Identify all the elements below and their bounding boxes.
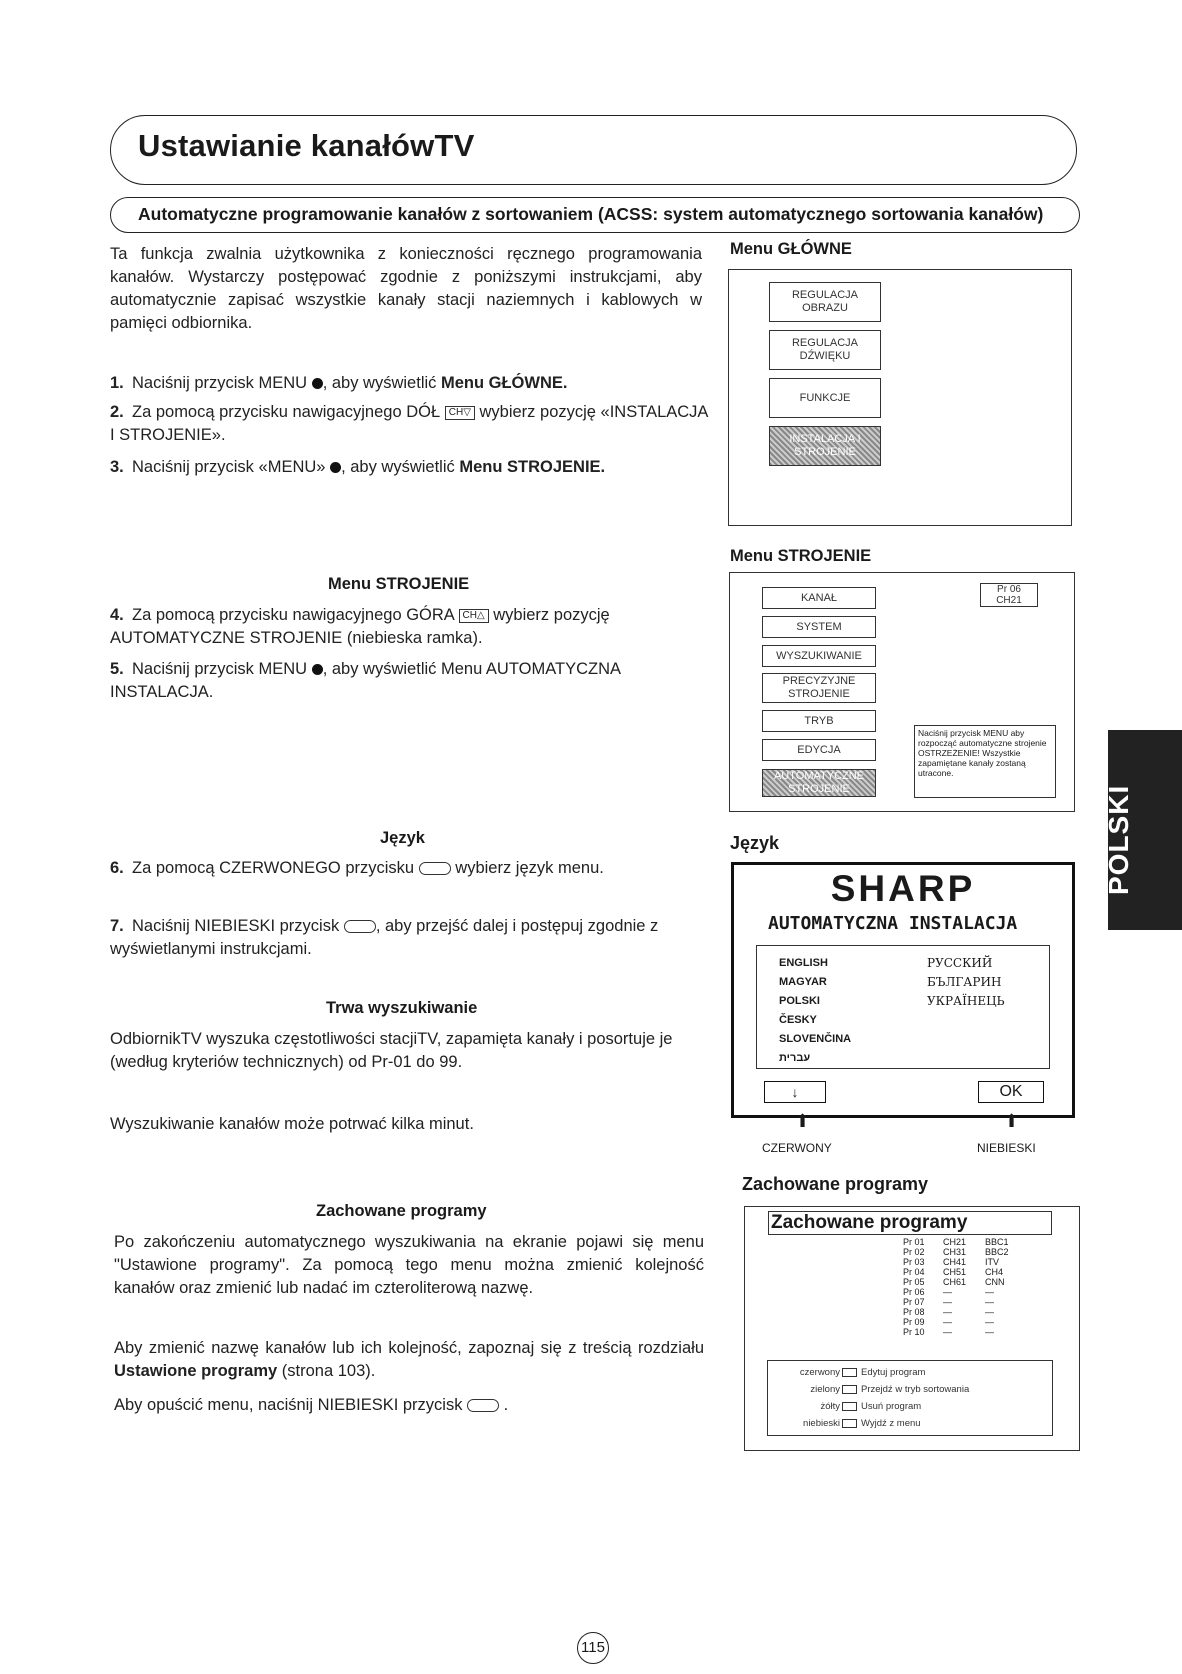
lang-option[interactable]: ČESKY (779, 1014, 817, 1026)
step-3: 3. Naciśnij przycisk «MENU» , aby wyświetlić Menu STROJENIE. (110, 458, 606, 476)
program-name: — (985, 1307, 994, 1317)
saved-paragraph-3: Aby opuścić menu, naciśnij NIEBIESKI przycisk . (114, 1396, 509, 1414)
lang-option[interactable]: MAGYAR (779, 976, 827, 988)
menu-item-system[interactable]: SYSTEM (762, 616, 876, 638)
menu-item-instalacja-strojenie[interactable]: INSTALACJA I STROJENIE (769, 426, 881, 466)
program-channel: — (943, 1307, 952, 1317)
lang-option[interactable]: ENGLISH (779, 957, 828, 969)
program-row[interactable] (903, 1287, 1021, 1297)
program-number: Pr 10 (903, 1327, 925, 1337)
program-row[interactable] (903, 1237, 1021, 1247)
program-name: — (985, 1287, 994, 1297)
program-row[interactable] (903, 1307, 1021, 1317)
program-name: CNN (985, 1277, 1005, 1287)
red-key-icon (842, 1368, 857, 1377)
heading-jezyk: Język (380, 829, 425, 847)
program-number: Pr 03 (903, 1257, 925, 1267)
program-name: — (985, 1297, 994, 1307)
page-number: 115 (577, 1632, 609, 1664)
program-row[interactable] (903, 1297, 1021, 1307)
program-channel: — (943, 1287, 952, 1297)
program-row[interactable] (903, 1327, 1021, 1337)
menu-button-icon (330, 462, 341, 473)
step-4: 4. Za pomocą przycisku nawigacyjnego GÓRA CH△ wybierz pozycję AUTOMATYCZNE STROJENIE (niebieska ramka). (110, 606, 610, 647)
page-title: Ustawianie kanałówTV (138, 128, 475, 163)
tuning-menu-screen (729, 572, 1075, 812)
lang-option[interactable]: POLSKI (779, 995, 820, 1007)
menu-item-wyszukiwanie[interactable]: WYSZUKIWANIE (762, 645, 876, 667)
menu-button-icon (312, 664, 323, 675)
program-number: Pr 09 (903, 1317, 925, 1327)
sharp-logo: SHARP (830, 868, 976, 909)
program-channel: CH31 (943, 1247, 967, 1257)
tuning-warning-box: Naciśnij przycisk MENU aby rozpocząć automatyczne strojenie OSTRZEŻENIE! Wszystkie zapamiętane kanały zostaną utracone. (914, 725, 1056, 798)
program-row[interactable] (903, 1277, 1021, 1287)
ch-up-button-icon: CH△ (459, 609, 489, 623)
heading-menu-strojenie: Menu STROJENIE (328, 575, 470, 593)
program-name: CH4 (985, 1267, 1004, 1277)
program-channel: CH41 (943, 1257, 967, 1267)
program-name: — (985, 1317, 994, 1327)
ch-down-button-icon: CH▽ (445, 406, 475, 420)
blue-button-icon (344, 920, 376, 933)
saved-programs-screen (744, 1206, 1080, 1451)
arrow-up-icon: ⬆ (795, 1111, 811, 1131)
program-channel: CH21 (943, 1237, 967, 1247)
auto-install-title: AUTOMATYCZNA INSTALACJA (768, 913, 1018, 934)
program-number: Pr 08 (903, 1307, 925, 1317)
side-tab-label: POLSKI (1103, 784, 1134, 895)
blue-ok-button[interactable]: OK (978, 1081, 1044, 1103)
program-table (903, 1237, 1021, 1337)
step-6: 6. Za pomocą CZERWONEGO przycisku wybierz język menu. (110, 859, 604, 877)
menu-button-icon (312, 378, 323, 389)
search-note: Wyszukiwanie kanałów może potrwać kilka minut. (110, 1115, 474, 1133)
language-list-box (756, 945, 1050, 1069)
program-channel: — (943, 1297, 952, 1307)
yellow-key-icon (842, 1402, 857, 1411)
red-down-button[interactable]: ↓ (764, 1081, 826, 1103)
language-column-left (779, 954, 851, 1068)
legend-row: zielony Przejdź w tryb sortowania (810, 1384, 970, 1395)
menu-item-kanal[interactable]: KANAŁ (762, 587, 876, 609)
heading-trwa-wyszukiwanie: Trwa wyszukiwanie (326, 999, 478, 1017)
program-channel: — (943, 1327, 952, 1337)
program-number: Pr 05 (903, 1277, 925, 1287)
caption-menu-glowne: Menu GŁÓWNE (730, 240, 852, 258)
step-5: 5. Naciśnij przycisk MENU , aby wyświetlić Menu AUTOMATYCZNA INSTALACJA. (110, 660, 621, 701)
program-row[interactable] (903, 1257, 1021, 1267)
color-key-legend (767, 1360, 1053, 1436)
channel-indicator: Pr 06 CH21 (980, 583, 1038, 607)
program-row[interactable] (903, 1247, 1021, 1257)
program-name: BBC1 (985, 1237, 1009, 1247)
program-number: Pr 02 (903, 1247, 925, 1257)
search-paragraph: OdbiornikTV wyszuka częstotliwości stacjiTV, zapamięta kanały i posortuje je (według kryteriów technicznych) od Pr-01 do 99. (110, 1030, 673, 1071)
blue-button-icon (467, 1399, 499, 1412)
lang-option[interactable]: עברית (779, 1052, 811, 1064)
program-number: Pr 07 (903, 1297, 925, 1307)
label-red: CZERWONY (762, 1141, 832, 1155)
program-number: Pr 06 (903, 1287, 925, 1297)
step-1: 1. Naciśnij przycisk MENU , aby wyświetlić Menu GŁÓWNE. (110, 374, 568, 392)
heading-zachowane-programy: Zachowane programy (316, 1202, 487, 1220)
main-menu-screen (728, 269, 1072, 526)
blue-key-icon (842, 1419, 857, 1428)
lang-option[interactable]: УКРАЇНЕЦЬ (927, 994, 1005, 1008)
legend-row: czerwony Edytuj program (799, 1367, 926, 1378)
caption-jezyk: Język (730, 833, 780, 853)
saved-paragraph: Po zakończeniu automatycznego wyszukiwania na ekranie pojawi się menu "Ustawione programy". Za pomocą tego menu można zmienić kolejność kanałów oraz zmienić lub nadać im czteroliterową nazwę. (114, 1233, 704, 1297)
step-7: 7. Naciśnij NIEBIESKI przycisk , aby przejść dalej i postępuj zgodnie z wyświetlanymi instrukcjami. (110, 917, 659, 958)
menu-item-regulacja-dzwieku[interactable]: REGULACJA DŹWIĘKU (769, 330, 881, 370)
caption-zachowane-programy: Zachowane programy (742, 1174, 929, 1194)
step-2: 2. Za pomocą przycisku nawigacyjnego DÓŁ CH▽ wybierz pozycję «INSTALACJA I STROJENIE». (110, 403, 708, 444)
program-row[interactable] (903, 1267, 1021, 1277)
program-name: ITV (985, 1257, 1000, 1267)
program-number: Pr 04 (903, 1267, 925, 1277)
legend-row: niebieski Wyjdź z menu (803, 1418, 921, 1429)
program-number: Pr 01 (903, 1237, 925, 1247)
lang-option[interactable]: SLOVENČINA (779, 1033, 852, 1045)
menu-item-tryb[interactable]: TRYB (762, 710, 876, 732)
menu-item-regulacja-obrazu[interactable]: REGULACJA OBRAZU (769, 282, 881, 322)
auto-install-screen (731, 862, 1075, 1118)
language-column-right (927, 954, 1005, 1011)
program-channel: — (943, 1317, 952, 1327)
menu-item-funkcje[interactable]: FUNKCJE (769, 378, 881, 418)
menu-item-precyzyjne-strojenie[interactable]: PRECYZYJNE STROJENIE (762, 673, 876, 703)
menu-item-automatyczne-strojenie[interactable]: AUTOMATYCZNE STROJENIE (762, 769, 876, 797)
program-name: — (985, 1327, 994, 1337)
green-key-icon (842, 1385, 857, 1394)
intro-paragraph: Ta funkcja zwalnia użytkownika z konieczności ręcznego programowania kanałów. Wystarczy postępować zgodnie z poniższymi instrukcjami, aby automatycznie zapisać wszystkie kanały stacji naziemnych i kablowych w pamięci odbiornika. (110, 245, 702, 332)
saved-paragraph-2: Aby zmienić nazwę kanałów lub ich kolejność, zapoznaj się z treścią rozdziału Ustawione programy (strona 103). (114, 1339, 704, 1380)
arrow-up-icon: ⬆ (1004, 1111, 1020, 1131)
lang-option[interactable]: РУССКИЙ (927, 956, 993, 970)
program-row[interactable] (903, 1317, 1021, 1327)
legend-row: żółty Usuń program (820, 1401, 922, 1412)
program-name: BBC2 (985, 1247, 1009, 1257)
program-channel: CH61 (943, 1277, 967, 1287)
subsection-title: Automatyczne programowanie kanałów z sortowaniem (ACSS: system automatycznego sortowania kanałów) (138, 204, 1044, 224)
program-channel: CH51 (943, 1267, 967, 1277)
label-blue: NIEBIESKI (977, 1141, 1036, 1155)
lang-option[interactable]: БЪЛГАРИН (927, 975, 1002, 989)
menu-item-edycja[interactable]: EDYCJA (762, 739, 876, 761)
caption-menu-strojenie: Menu STROJENIE (730, 547, 872, 565)
red-button-icon (419, 862, 451, 875)
saved-programs-title: Zachowane programy (768, 1211, 1052, 1235)
